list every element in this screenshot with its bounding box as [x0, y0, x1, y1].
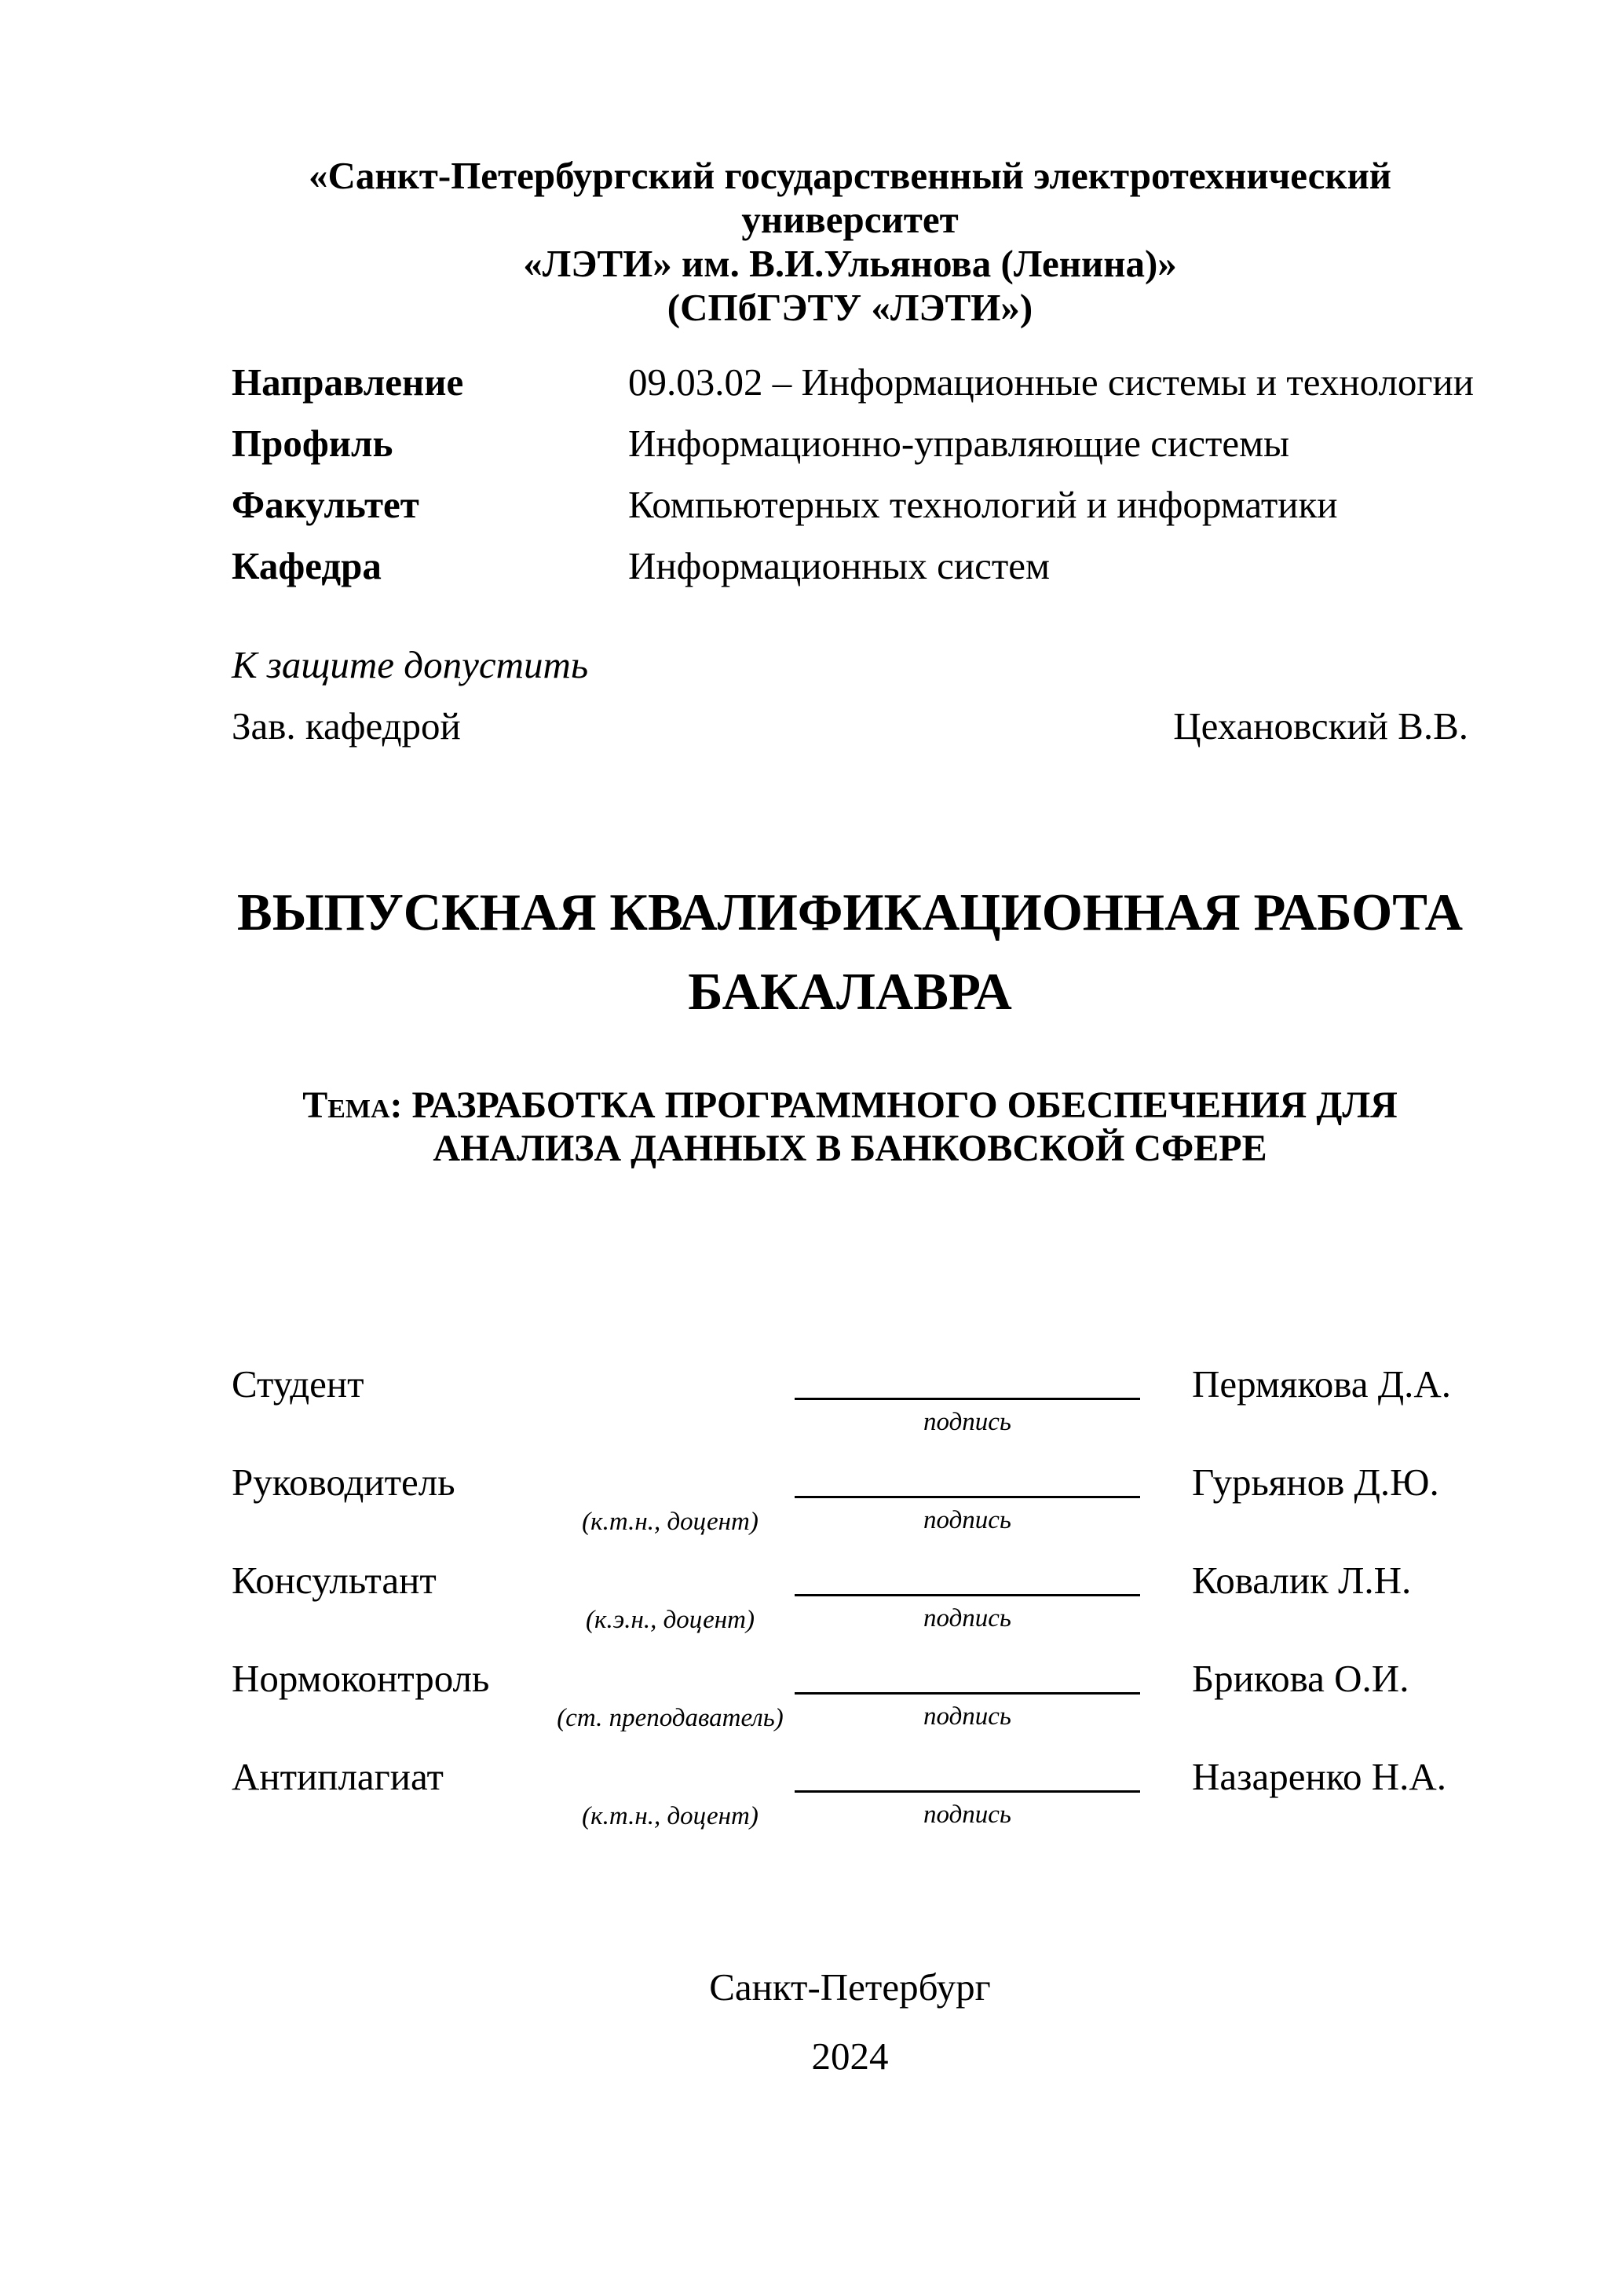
signature-name: Назаренко Н.А.: [1192, 1755, 1447, 1798]
field-label-faculty: Факультет: [232, 483, 419, 526]
page-content: [232, 0, 1474, 2296]
department-head-name: Цехановский В.В.: [1173, 704, 1468, 748]
field-value-department: Информационных систем: [628, 544, 1050, 587]
field-value-profile: Информационно-управляющие системы: [628, 422, 1290, 465]
admission-statement: К защите допустить: [232, 643, 589, 686]
field-label-profile: Профиль: [232, 422, 393, 465]
university-header: [232, 154, 1468, 330]
signature-qualification: (к.т.н., доцент): [582, 1802, 758, 1830]
field-value-faculty: Компьютерных технологий и информатики: [628, 483, 1338, 526]
field-label-department: Кафедра: [232, 544, 382, 587]
signature-row-consultant: [232, 1561, 1468, 1659]
field-row-profile: [232, 422, 1468, 465]
signature-role: Руководитель: [232, 1461, 455, 1504]
theme-block: [232, 1084, 1468, 1170]
signature-caption: подпись: [923, 1408, 1011, 1436]
work-title: [232, 873, 1468, 1032]
signature-line: [795, 1561, 1140, 1596]
theme-prefix: Тема:: [302, 1084, 403, 1126]
signature-name: Ковалик Л.Н.: [1192, 1559, 1412, 1602]
signature-name: Гурьянов Д.Ю.: [1192, 1461, 1439, 1504]
signature-row-normcontrol: [232, 1659, 1468, 1757]
department-head-label: Зав. кафедрой: [232, 704, 461, 748]
signature-qualification: (ст. преподаватель): [557, 1704, 784, 1732]
signature-qualification: (к.э.н., доцент): [586, 1606, 755, 1634]
field-row-direction: [232, 360, 1474, 404]
work-title-line1: ВЫПУСКНАЯ КВАЛИФИКАЦИОННАЯ РАБОТА: [237, 883, 1463, 941]
field-value-direction: 09.03.02 – Информационные системы и технологии: [628, 360, 1474, 404]
signature-caption: подпись: [923, 1506, 1011, 1534]
department-head-row: [232, 704, 1468, 748]
footer-city: Санкт-Петербург: [709, 1965, 991, 2009]
university-abbreviation: (СПбГЭТУ «ЛЭТИ»): [667, 286, 1033, 329]
signature-role: Нормоконтроль: [232, 1657, 490, 1700]
signature-row-supervisor: [232, 1463, 1468, 1561]
work-title-line2: БАКАЛАВРА: [688, 963, 1012, 1021]
signature-name: Брикова О.И.: [1192, 1657, 1409, 1700]
signature-line: [795, 1463, 1140, 1498]
signature-line: [795, 1659, 1140, 1695]
field-row-department: [232, 544, 1468, 587]
university-name-line1: «Санкт-Петербургский государственный электротехнический университет: [308, 154, 1392, 241]
field-label-direction: Направление: [232, 360, 464, 404]
signature-role: Студент: [232, 1362, 364, 1406]
signature-line: [795, 1757, 1140, 1793]
signature-qualification: (к.т.н., доцент): [582, 1508, 758, 1536]
theme-line1-text: РАЗРАБОТКА ПРОГРАММНОГО ОБЕСПЕЧЕНИЯ ДЛЯ: [402, 1084, 1398, 1126]
signature-line: [795, 1365, 1140, 1400]
theme-line2: АНАЛИЗА ДАННЫХ В БАНКОВСКОЙ СФЕРЕ: [433, 1128, 1267, 1169]
signature-caption: подпись: [923, 1801, 1011, 1829]
theme-line1: [232, 1084, 1468, 1127]
signature-row-antiplagiarism: [232, 1757, 1468, 1855]
signature-role: Консультант: [232, 1559, 437, 1602]
signature-name: Пермякова Д.А.: [1192, 1362, 1452, 1406]
field-row-faculty: [232, 485, 1468, 524]
signature-caption: подпись: [923, 1702, 1011, 1731]
signature-row-student: [232, 1362, 1468, 1463]
program-fields: [232, 360, 1474, 608]
university-name-line2: «ЛЭТИ» им. В.И.Ульянова (Ленина)»: [523, 242, 1177, 285]
footer-year: 2024: [811, 2035, 889, 2078]
signature-caption: подпись: [923, 1604, 1011, 1632]
signature-role: Антиплагиат: [232, 1755, 444, 1798]
